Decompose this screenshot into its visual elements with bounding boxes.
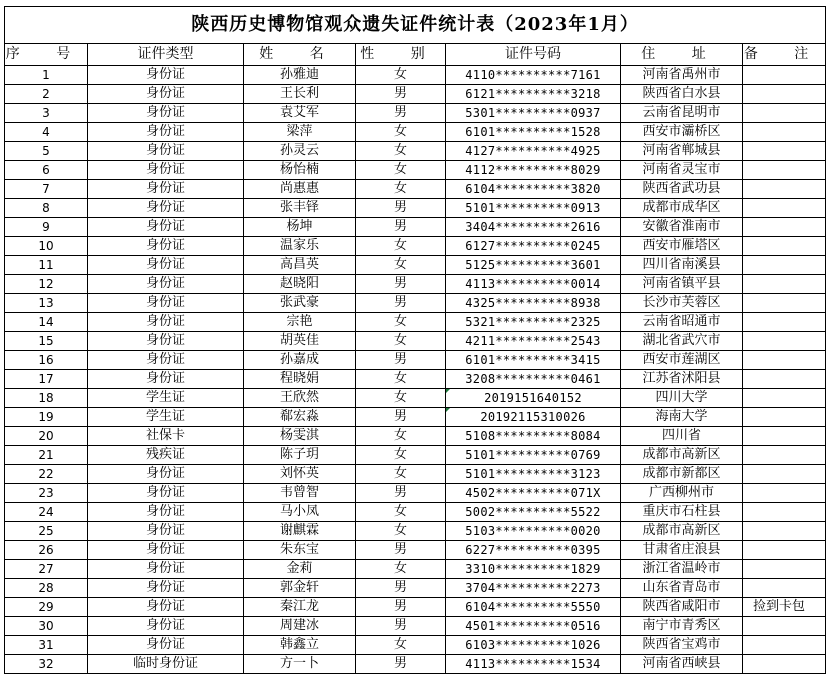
cell-note <box>743 199 826 218</box>
cell-index: 2 <box>5 85 88 104</box>
cell-address: 陕西省宝鸡市 <box>621 636 743 655</box>
cell-note <box>743 161 826 180</box>
cell-note <box>743 142 826 161</box>
cell-note <box>743 522 826 541</box>
table-row <box>5 636 826 655</box>
cell-note <box>743 218 826 237</box>
cell-id-number: 4211**********2543 <box>446 332 621 351</box>
cell-index: 21 <box>5 446 88 465</box>
cell-name: 朱东宝 <box>244 541 356 560</box>
cell-gender: 男 <box>356 199 446 218</box>
cell-address: 安徽省淮南市 <box>621 218 743 237</box>
cell-doc-type: 身份证 <box>88 465 244 484</box>
cell-address: 河南省灵宝市 <box>621 161 743 180</box>
cell-index: 32 <box>5 655 88 674</box>
cell-note <box>743 408 826 427</box>
cell-address: 成都市成华区 <box>621 199 743 218</box>
cell-index: 29 <box>5 598 88 617</box>
cell-doc-type: 身份证 <box>88 332 244 351</box>
cell-gender: 女 <box>356 66 446 85</box>
table-row <box>5 142 826 161</box>
cell-doc-type: 身份证 <box>88 104 244 123</box>
cell-id-number: 6104**********5550 <box>446 598 621 617</box>
cell-doc-type: 身份证 <box>88 560 244 579</box>
cell-id-number: 2019151640152 <box>446 389 621 408</box>
cell-name: 陈子玥 <box>244 446 356 465</box>
header-address: 住 址 <box>621 44 743 66</box>
cell-id-number: 5101**********0913 <box>446 199 621 218</box>
cell-gender: 男 <box>356 104 446 123</box>
cell-gender: 女 <box>356 427 446 446</box>
table-row <box>5 218 826 237</box>
table-row <box>5 541 826 560</box>
header-note: 备 注 <box>743 44 826 66</box>
cell-name: 金莉 <box>244 560 356 579</box>
header-name: 姓 名 <box>244 44 356 66</box>
cell-index: 14 <box>5 313 88 332</box>
cell-index: 13 <box>5 294 88 313</box>
cell-id-number: 5101**********3123 <box>446 465 621 484</box>
cell-address: 西安市莲湖区 <box>621 351 743 370</box>
cell-address: 陕西省武功县 <box>621 180 743 199</box>
cell-doc-type: 身份证 <box>88 617 244 636</box>
table-title: 陕西历史博物馆观众遗失证件统计表（2023年1月） <box>5 7 826 44</box>
cell-address: 西安市灞桥区 <box>621 123 743 142</box>
cell-address: 四川大学 <box>621 389 743 408</box>
cell-note <box>743 123 826 142</box>
cell-address: 河南省镇平县 <box>621 275 743 294</box>
cell-note <box>743 275 826 294</box>
cell-name: 周建冰 <box>244 617 356 636</box>
cell-index: 19 <box>5 408 88 427</box>
cell-doc-type: 身份证 <box>88 256 244 275</box>
table-row <box>5 180 826 199</box>
cell-address: 山东省青岛市 <box>621 579 743 598</box>
cell-doc-type: 残疾证 <box>88 446 244 465</box>
cell-name: 王欣然 <box>244 389 356 408</box>
cell-note <box>743 503 826 522</box>
cell-index: 23 <box>5 484 88 503</box>
cell-address: 四川省 <box>621 427 743 446</box>
cell-gender: 男 <box>356 218 446 237</box>
cell-note <box>743 104 826 123</box>
cell-doc-type: 临时身份证 <box>88 655 244 674</box>
cell-doc-type: 身份证 <box>88 199 244 218</box>
cell-name: 孙灵云 <box>244 142 356 161</box>
cell-doc-type: 身份证 <box>88 484 244 503</box>
cell-doc-type: 身份证 <box>88 180 244 199</box>
cell-address: 河南省西峡县 <box>621 655 743 674</box>
cell-note <box>743 313 826 332</box>
header-doc-type: 证件类型 <box>88 44 244 66</box>
cell-name: 尚惠惠 <box>244 180 356 199</box>
cell-address: 南宁市青秀区 <box>621 617 743 636</box>
cell-index: 4 <box>5 123 88 142</box>
table-row <box>5 503 826 522</box>
cell-note <box>743 655 826 674</box>
cell-address: 成都市高新区 <box>621 446 743 465</box>
cell-name: 张武豪 <box>244 294 356 313</box>
cell-address: 云南省昆明市 <box>621 104 743 123</box>
cell-gender: 女 <box>356 180 446 199</box>
cell-id-number: 3208**********0461 <box>446 370 621 389</box>
cell-index: 30 <box>5 617 88 636</box>
cell-id-number: 5321**********2325 <box>446 313 621 332</box>
table-row <box>5 598 826 617</box>
cell-gender: 女 <box>356 313 446 332</box>
table-row <box>5 465 826 484</box>
cell-id-number: 4501**********0516 <box>446 617 621 636</box>
cell-doc-type: 学生证 <box>88 408 244 427</box>
cell-name: 梁萍 <box>244 123 356 142</box>
cell-gender: 女 <box>356 446 446 465</box>
table-row <box>5 522 826 541</box>
cell-doc-type: 身份证 <box>88 636 244 655</box>
cell-id-number: 4112**********8029 <box>446 161 621 180</box>
cell-index: 16 <box>5 351 88 370</box>
header-gender: 性 别 <box>356 44 446 66</box>
cell-index: 8 <box>5 199 88 218</box>
table-row <box>5 617 826 636</box>
cell-index: 7 <box>5 180 88 199</box>
cell-address: 广西柳州市 <box>621 484 743 503</box>
header-row <box>5 44 826 66</box>
cell-address: 浙江省温岭市 <box>621 560 743 579</box>
cell-name: 杨坤 <box>244 218 356 237</box>
cell-name: 马小凤 <box>244 503 356 522</box>
cell-index: 9 <box>5 218 88 237</box>
cell-id-number: 5103**********0020 <box>446 522 621 541</box>
table-row <box>5 237 826 256</box>
cell-gender: 男 <box>356 579 446 598</box>
table-row <box>5 389 826 408</box>
table-row <box>5 446 826 465</box>
cell-address: 重庆市石柱县 <box>621 503 743 522</box>
cell-name: 温家乐 <box>244 237 356 256</box>
cell-note <box>743 484 826 503</box>
cell-id-number: 6227**********0395 <box>446 541 621 560</box>
cell-name: 王长利 <box>244 85 356 104</box>
cell-name: 郭金轩 <box>244 579 356 598</box>
cell-gender: 女 <box>356 522 446 541</box>
cell-gender: 女 <box>356 237 446 256</box>
cell-id-number: 6121**********3218 <box>446 85 621 104</box>
cell-gender: 男 <box>356 294 446 313</box>
table-row <box>5 161 826 180</box>
table-row <box>5 199 826 218</box>
cell-gender: 女 <box>356 370 446 389</box>
table-row <box>5 85 826 104</box>
cell-name: 杨怡楠 <box>244 161 356 180</box>
cell-index: 20 <box>5 427 88 446</box>
cell-note <box>743 237 826 256</box>
table-row <box>5 408 826 427</box>
cell-gender: 女 <box>356 161 446 180</box>
cell-doc-type: 身份证 <box>88 522 244 541</box>
cell-name: 郗宏淼 <box>244 408 356 427</box>
cell-note <box>743 351 826 370</box>
cell-gender: 女 <box>356 256 446 275</box>
cell-note <box>743 332 826 351</box>
cell-id-number: 5108**********8084 <box>446 427 621 446</box>
cell-name: 孙雅迪 <box>244 66 356 85</box>
cell-index: 1 <box>5 66 88 85</box>
lost-documents-table <box>4 6 826 674</box>
cell-note: 捡到卡包 <box>743 598 826 617</box>
cell-note <box>743 446 826 465</box>
cell-address: 云南省昭通市 <box>621 313 743 332</box>
cell-id-number: 6104**********3820 <box>446 180 621 199</box>
cell-index: 22 <box>5 465 88 484</box>
cell-index: 12 <box>5 275 88 294</box>
cell-id-number: 4502**********071X <box>446 484 621 503</box>
cell-gender: 女 <box>356 389 446 408</box>
table-row <box>5 66 826 85</box>
cell-id-number: 20192115310026 <box>446 408 621 427</box>
cell-note <box>743 66 826 85</box>
cell-id-number: 6103**********1026 <box>446 636 621 655</box>
cell-note <box>743 180 826 199</box>
cell-doc-type: 身份证 <box>88 123 244 142</box>
cell-address: 江苏省沭阳县 <box>621 370 743 389</box>
table-row <box>5 579 826 598</box>
cell-index: 27 <box>5 560 88 579</box>
cell-id-number: 4110**********7161 <box>446 66 621 85</box>
cell-name: 袁艾军 <box>244 104 356 123</box>
cell-name: 谢麒霖 <box>244 522 356 541</box>
cell-name: 方一卜 <box>244 655 356 674</box>
cell-gender: 男 <box>356 541 446 560</box>
cell-note <box>743 389 826 408</box>
cell-gender: 女 <box>356 332 446 351</box>
cell-index: 17 <box>5 370 88 389</box>
cell-id-number: 3404**********2616 <box>446 218 621 237</box>
cell-name: 程晓娟 <box>244 370 356 389</box>
cell-gender: 男 <box>356 408 446 427</box>
header-id-number: 证件号码 <box>446 44 621 66</box>
cell-note <box>743 636 826 655</box>
cell-name: 秦江龙 <box>244 598 356 617</box>
cell-note <box>743 617 826 636</box>
cell-index: 3 <box>5 104 88 123</box>
cell-address: 湖北省武穴市 <box>621 332 743 351</box>
table-row <box>5 560 826 579</box>
cell-name: 韩鑫立 <box>244 636 356 655</box>
table-row <box>5 351 826 370</box>
cell-id-number: 4127**********4925 <box>446 142 621 161</box>
cell-gender: 女 <box>356 560 446 579</box>
cell-id-number: 5002**********5522 <box>446 503 621 522</box>
cell-doc-type: 身份证 <box>88 351 244 370</box>
cell-note <box>743 370 826 389</box>
cell-note <box>743 294 826 313</box>
cell-note <box>743 465 826 484</box>
cell-name: 胡英佳 <box>244 332 356 351</box>
cell-index: 15 <box>5 332 88 351</box>
cell-doc-type: 身份证 <box>88 370 244 389</box>
cell-id-number: 6127**********0245 <box>446 237 621 256</box>
table-row <box>5 313 826 332</box>
cell-address: 成都市高新区 <box>621 522 743 541</box>
cell-gender: 男 <box>356 351 446 370</box>
cell-doc-type: 身份证 <box>88 579 244 598</box>
cell-doc-type: 身份证 <box>88 142 244 161</box>
cell-id-number: 5125**********3601 <box>446 256 621 275</box>
cell-address: 成都市新都区 <box>621 465 743 484</box>
cell-address: 长沙市芙蓉区 <box>621 294 743 313</box>
cell-doc-type: 身份证 <box>88 85 244 104</box>
table-row <box>5 123 826 142</box>
cell-id-number: 6101**********3415 <box>446 351 621 370</box>
cell-doc-type: 身份证 <box>88 503 244 522</box>
cell-gender: 男 <box>356 85 446 104</box>
cell-doc-type: 身份证 <box>88 161 244 180</box>
cell-doc-type: 身份证 <box>88 275 244 294</box>
cell-address: 陕西省咸阳市 <box>621 598 743 617</box>
cell-id-number: 4113**********0014 <box>446 275 621 294</box>
table-row <box>5 294 826 313</box>
table-row <box>5 484 826 503</box>
table-row <box>5 332 826 351</box>
cell-id-number: 6101**********1528 <box>446 123 621 142</box>
cell-doc-type: 身份证 <box>88 294 244 313</box>
cell-gender: 女 <box>356 465 446 484</box>
cell-index: 6 <box>5 161 88 180</box>
title-row <box>5 7 826 44</box>
header-index: 序 号 <box>5 44 88 66</box>
cell-name: 韦曾智 <box>244 484 356 503</box>
cell-name: 孙嘉成 <box>244 351 356 370</box>
cell-index: 25 <box>5 522 88 541</box>
cell-address: 陕西省白水县 <box>621 85 743 104</box>
cell-note <box>743 427 826 446</box>
cell-address: 河南省禹州市 <box>621 66 743 85</box>
cell-note <box>743 256 826 275</box>
cell-address: 四川省南溪县 <box>621 256 743 275</box>
cell-note <box>743 579 826 598</box>
cell-gender: 女 <box>356 142 446 161</box>
cell-name: 宗艳 <box>244 313 356 332</box>
cell-note <box>743 560 826 579</box>
cell-index: 5 <box>5 142 88 161</box>
cell-gender: 女 <box>356 123 446 142</box>
table-row <box>5 370 826 389</box>
cell-address: 海南大学 <box>621 408 743 427</box>
cell-note <box>743 541 826 560</box>
cell-gender: 男 <box>356 598 446 617</box>
cell-id-number: 3310**********1829 <box>446 560 621 579</box>
cell-doc-type: 身份证 <box>88 66 244 85</box>
cell-gender: 女 <box>356 636 446 655</box>
table-row <box>5 256 826 275</box>
cell-address: 甘肃省庄浪县 <box>621 541 743 560</box>
cell-index: 24 <box>5 503 88 522</box>
cell-id-number: 4325**********8938 <box>446 294 621 313</box>
cell-doc-type: 社保卡 <box>88 427 244 446</box>
lost-documents-sheet <box>4 6 825 674</box>
table-row <box>5 427 826 446</box>
cell-id-number: 4113**********1534 <box>446 655 621 674</box>
cell-doc-type: 学生证 <box>88 389 244 408</box>
cell-address: 西安市雁塔区 <box>621 237 743 256</box>
cell-index: 26 <box>5 541 88 560</box>
cell-name: 杨雯淇 <box>244 427 356 446</box>
cell-index: 28 <box>5 579 88 598</box>
cell-name: 高昌英 <box>244 256 356 275</box>
table-body <box>5 66 826 674</box>
cell-doc-type: 身份证 <box>88 598 244 617</box>
cell-gender: 男 <box>356 275 446 294</box>
cell-gender: 男 <box>356 484 446 503</box>
cell-index: 10 <box>5 237 88 256</box>
cell-name: 赵晓阳 <box>244 275 356 294</box>
cell-id-number: 5301**********0937 <box>446 104 621 123</box>
cell-doc-type: 身份证 <box>88 313 244 332</box>
cell-gender: 女 <box>356 503 446 522</box>
table-row <box>5 655 826 674</box>
table-row <box>5 104 826 123</box>
cell-id-number: 3704**********2273 <box>446 579 621 598</box>
cell-name: 刘怀英 <box>244 465 356 484</box>
table-row <box>5 275 826 294</box>
cell-note <box>743 85 826 104</box>
cell-address: 河南省郸城县 <box>621 142 743 161</box>
cell-gender: 男 <box>356 655 446 674</box>
cell-gender: 男 <box>356 617 446 636</box>
cell-doc-type: 身份证 <box>88 541 244 560</box>
cell-index: 11 <box>5 256 88 275</box>
cell-index: 18 <box>5 389 88 408</box>
cell-doc-type: 身份证 <box>88 218 244 237</box>
cell-id-number: 5101**********0769 <box>446 446 621 465</box>
cell-doc-type: 身份证 <box>88 237 244 256</box>
cell-index: 31 <box>5 636 88 655</box>
cell-name: 张丰铎 <box>244 199 356 218</box>
